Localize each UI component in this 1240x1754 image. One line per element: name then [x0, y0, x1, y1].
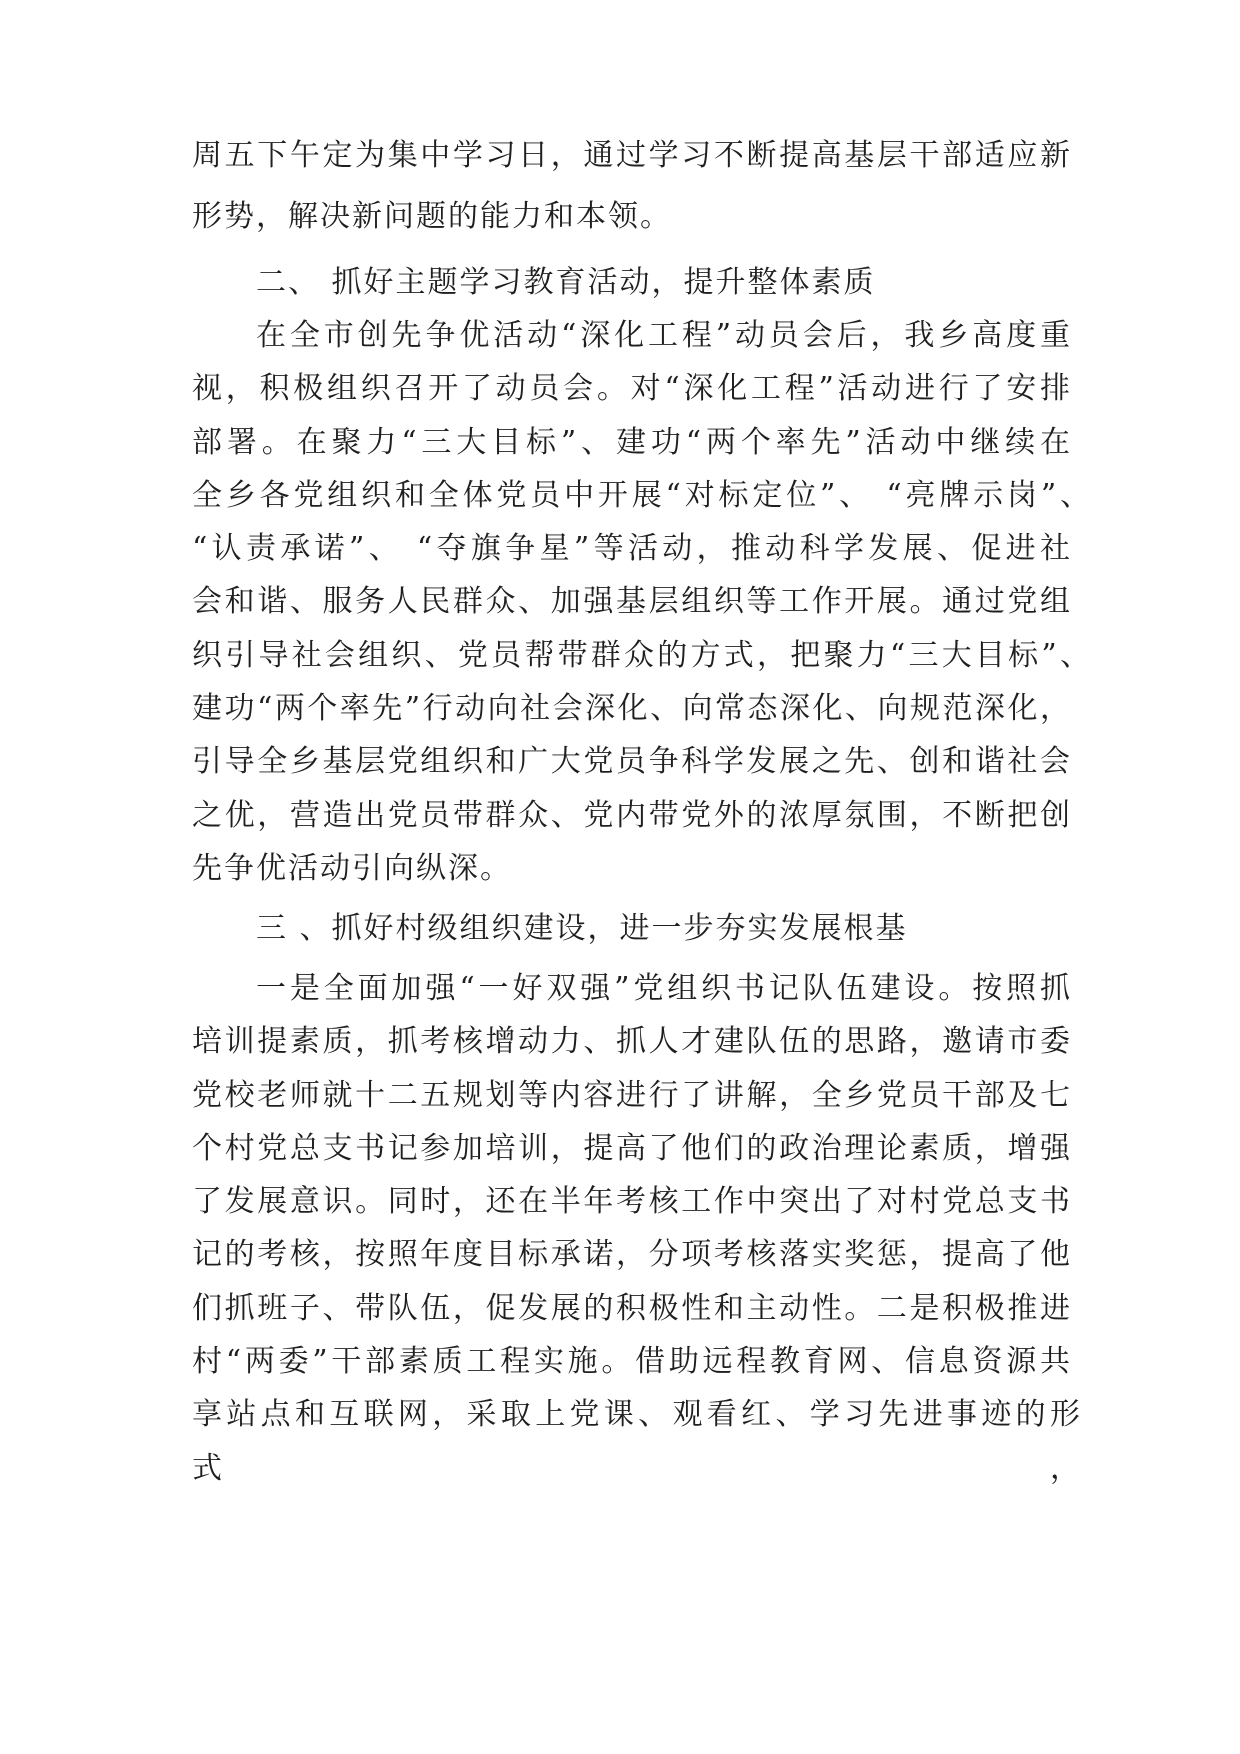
paragraph-line: 享站点和互联网，采取上党课、观看红、学习先进事迹的形式，	[192, 1397, 1082, 1486]
paragraph-line: 全乡各党组织和全体党员中开展“对标定位”、 “亮牌示岗”、	[192, 477, 1092, 513]
paragraph-line: 村“两委”干部素质工程实施。借助远程教育网、信息资源共	[192, 1344, 1072, 1380]
paragraph-line: 建功“两个率先”行动向社会深化、向常态深化、向规范深化，	[192, 691, 1072, 727]
paragraph-line: 记的考核，按照年度目标承诺，分项考核落实奖惩，提高了他	[192, 1237, 1072, 1273]
paragraph-line: 先争优活动引向纵深。	[192, 850, 512, 886]
paragraph-line: 形势，解决新问题的能力和本领。	[192, 199, 672, 234]
section-heading-text: 二、 抓好主题学习教育活动，提升整体素质	[256, 265, 876, 300]
paragraph-1	[192, 122, 1072, 243]
paragraph-line: “认责承诺”、 “夺旗争星”等活动，推动科学发展、促进社	[192, 531, 1072, 567]
section-heading-3	[192, 902, 1072, 955]
paragraph-line: 周五下午定为集中学习日，通过学习不断提高基层干部适应新	[192, 138, 1072, 173]
paragraph-line: 培训提素质，抓考核增动力、抓人才建队伍的思路，邀请市委	[192, 1024, 1072, 1060]
paragraph-line: 个村党总支书记参加培训，提高了他们的政治理论素质，增强	[192, 1130, 1072, 1166]
paragraph-line: 之优，营造出党员带群众、党内带党外的浓厚氛围，不断把创	[192, 797, 1072, 833]
paragraph-line: 部署。在聚力“三大目标”、建功“两个率先”活动中继续在	[192, 424, 1072, 460]
paragraph-line: 在全市创先争优活动“深化工程”动员会后，我乡高度重	[256, 318, 1072, 353]
paragraph-line: 们抓班子、带队伍，促发展的积极性和主动性。二是积极推进	[192, 1290, 1072, 1326]
paragraph-line: 引导全乡基层党组织和广大党员争科学发展之先、创和谐社会	[192, 744, 1072, 780]
paragraph-line: 视，积极组织召开了动员会。对“深化工程”活动进行了安排	[192, 371, 1072, 407]
paragraph-2	[192, 309, 1092, 895]
paragraph-line: 会和谐、服务人民群众、加强基层组织等工作开展。通过党组	[192, 584, 1072, 620]
section-heading-2	[192, 256, 1072, 309]
paragraph-line: 织引导社会组织、党员帮带群众的方式，把聚力“三大目标”、	[192, 637, 1092, 673]
paragraph-3	[192, 962, 1082, 1486]
paragraph-line: 一是全面加强“一好双强”党组织书记队伍建设。按照抓	[256, 971, 1072, 1006]
paragraph-line: 了发展意识。同时，还在半年考核工作中突出了对村党总支书	[192, 1184, 1072, 1220]
section-heading-text: 三 、抓好村级组织建设，进一步夯实发展根基	[256, 911, 908, 946]
paragraph-line: 党校老师就十二五规划等内容进行了讲解，全乡党员干部及七	[192, 1077, 1072, 1113]
